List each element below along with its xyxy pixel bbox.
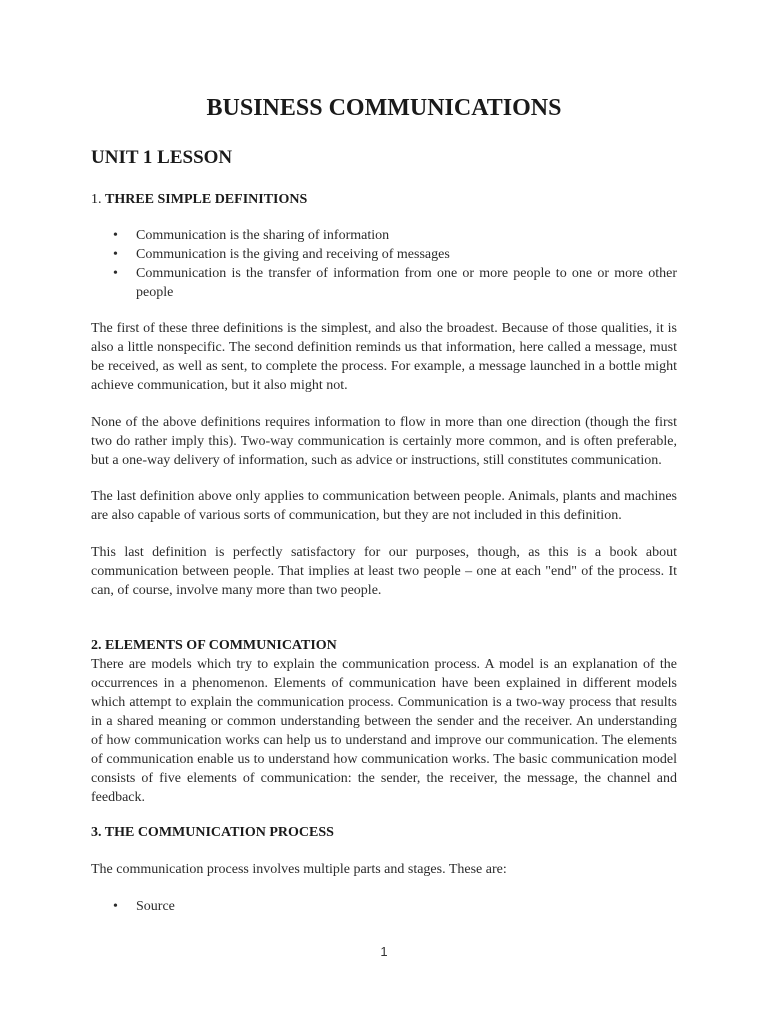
paragraph: The last definition above only applies to communication between people. Animals, plants and machines are also capable of various sorts of communication, but they are not included in this definition. — [91, 489, 677, 523]
list-item-text: Communication is the transfer of information from one or more people to one or more other people — [136, 266, 677, 300]
list-item — [91, 897, 677, 916]
section-2-title: 2. ELEMENTS OF COMMUNICATION — [91, 638, 337, 653]
unit-heading: UNIT 1 LESSON — [91, 147, 233, 168]
paragraph: The communication process involves multiple parts and stages. These are: — [91, 862, 507, 877]
section-2-heading — [91, 636, 337, 655]
section-3-title: 3. THE COMMUNICATION PROCESS — [91, 825, 334, 840]
list-item — [91, 245, 677, 264]
section-1-number: 1. — [91, 192, 105, 207]
section-1-title: THREE SIMPLE DEFINITIONS — [105, 192, 308, 207]
section-3-heading — [91, 823, 334, 842]
bullet-icon: • — [113, 247, 118, 262]
bullet-icon: • — [113, 228, 118, 243]
section-1-heading — [91, 190, 307, 209]
page-number: 1 — [380, 944, 388, 959]
list-item-text: Communication is the giving and receiving of messages — [136, 247, 450, 262]
process-stages-list — [91, 897, 677, 916]
bullet-icon: • — [113, 266, 118, 281]
definitions-list — [91, 226, 677, 302]
paragraph: None of the above definitions requires information to flow in more than one direction (though the first two do rather imply this). Two-way communication is certainly more common, and is often preferable, but a one-way delivery of information, such as advice or instructions, still constitutes communication. — [91, 415, 677, 468]
list-item — [91, 226, 677, 245]
paragraph: The first of these three definitions is the simplest, and also the broadest. Because of those qualities, it is also a little nonspecific. The second definition reminds us that information, here called a message, must be received, as well as sent, to complete the process. For example, a message launched in a bottle might achieve communication, but it also might not. — [91, 321, 677, 393]
paragraph: This last definition is perfectly satisfactory for our purposes, though, as this is a book about communication between people. That implies at least two people – one at each "end" of the process. It can, of course, involve many more than two people. — [91, 545, 677, 598]
list-item — [91, 264, 677, 302]
bullet-icon: • — [113, 899, 118, 914]
paragraph: There are models which try to explain the communication process. A model is an explanation of the occurrences in a phenomenon. Elements of communication have been explained in different models which attempt to explain the communication process. Communication is a two-way process that results in a shared meaning or common understanding between the sender and the receiver. An understanding of how communication works can help us to understand and improve our communication. The elements of communication enable us to understand how communication works. The basic communication model consists of five elements of communication: the sender, the receiver, the message, the channel and feedback. — [91, 657, 677, 805]
document-title: BUSINESS COMMUNICATIONS — [206, 95, 562, 121]
list-item-text: Source — [136, 899, 175, 914]
list-item-text: Communication is the sharing of information — [136, 228, 390, 243]
